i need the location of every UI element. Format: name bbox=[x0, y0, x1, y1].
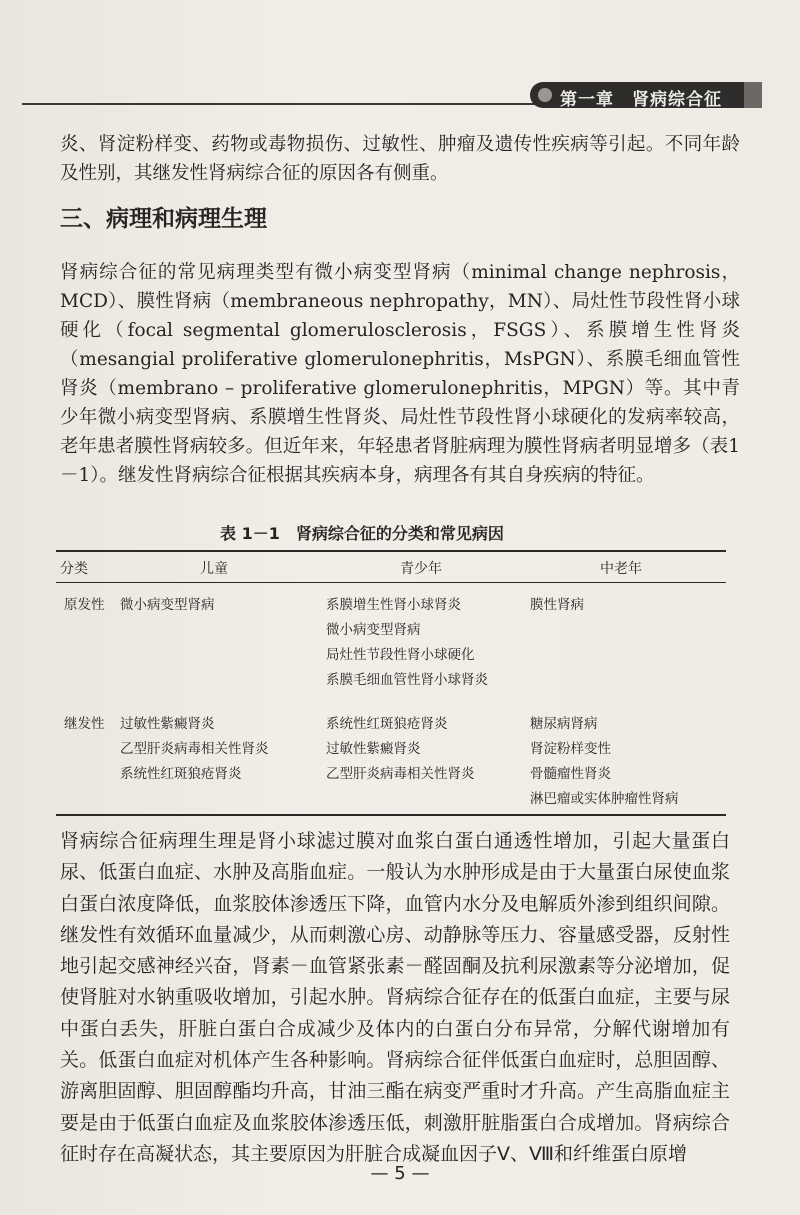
table-row-primary-child: 微小病变型肾病 bbox=[120, 597, 215, 613]
table-row-primary-youth-4: 系膜毛细血管性肾小球肾炎 bbox=[326, 672, 488, 688]
running-header bbox=[22, 76, 742, 112]
table-row-primary-youth-3: 局灶性节段性肾小球硬化 bbox=[326, 647, 475, 663]
table-row-secondary-elderly-1: 糖尿病肾病 bbox=[530, 716, 598, 732]
section-title: 三、病理和病理生理 bbox=[60, 206, 267, 232]
table-row-secondary-elderly-2: 肾淀粉样变性 bbox=[530, 741, 611, 757]
chapter-tab bbox=[530, 82, 744, 108]
table-row-secondary-youth-2: 过敏性紫癜肾炎 bbox=[326, 741, 421, 757]
table-header-elderly: 中老年 bbox=[600, 561, 642, 577]
table-header-rule bbox=[56, 582, 726, 583]
table-row-primary-youth-2: 微小病变型肾病 bbox=[326, 622, 421, 638]
pathology-paragraph: 肾病综合征的常见病理类型有微小病变型肾病（minimal change nephrosis，MCD）、膜性肾病（membraneous nephropathy，MN）、局灶性节段性肾小球硬化（focal segmental glomerulosclerosis，FSGS）、系膜增生性肾炎（mesangial proliferative glomerulonephritis，MsPGN）、系膜毛细血管性肾炎（membrano – proliferative glomerulonephritis，MPGN）等。其中青少年微小病变型肾病、系膜增生性肾炎、局灶性节段性肾小球硬化的发病率较高，老年患者膜性肾病较多。但近年来，年轻患者肾脏病理为膜性肾病者明显增多（表1－1）。继发性肾病综合征根据其疾病本身，病理各有其自身疾病的特征。 bbox=[60, 262, 740, 486]
intro-paragraph: 炎、肾淀粉样变、药物或毒物损伤、过敏性、肿瘤及遗传性疾病等引起。不同年龄及性别，其继发性肾病综合征的原因各有侧重。 bbox=[60, 134, 740, 184]
table-header-category: 分类 bbox=[60, 561, 88, 577]
table-row-secondary-category: 继发性 bbox=[64, 716, 105, 732]
table-row-secondary-elderly-4: 淋巴瘤或实体肿瘤性肾病 bbox=[530, 791, 679, 807]
table-top-rule bbox=[56, 550, 726, 552]
table-caption: 表 1－1 肾病综合征的分类和常见病因 bbox=[220, 524, 504, 543]
table-header-youth: 青少年 bbox=[400, 561, 442, 577]
table-bottom-rule bbox=[56, 814, 726, 816]
chapter-number: 第一章 bbox=[560, 90, 614, 110]
page-number: — 5 — bbox=[370, 1163, 430, 1184]
header-dot-icon bbox=[538, 88, 552, 102]
table-row-primary-elderly: 膜性肾病 bbox=[530, 597, 584, 613]
table-row-secondary-child-1: 过敏性紫癜肾炎 bbox=[120, 716, 215, 732]
table-row-secondary-elderly-3: 骨髓瘤性肾炎 bbox=[530, 766, 611, 782]
table-row-secondary-child-2: 乙型肝炎病毒相关性肾炎 bbox=[120, 741, 269, 757]
table-row-primary-category: 原发性 bbox=[64, 597, 105, 613]
table-row-secondary-youth-1: 系统性红斑狼疮肾炎 bbox=[326, 716, 448, 732]
pathophysiology-paragraph: 肾病综合征病理生理是肾小球滤过膜对血浆白蛋白通透性增加，引起大量蛋白尿、低蛋白血症、水肿及高脂血症。一般认为水肿形成是由于大量蛋白尿使血浆白蛋白浓度降低，血浆胶体渗透压下降，血管内水分及电解质外渗到组织间隙。继发性有效循环血量减少，从而刺激心房、动静脉等压力、容量感受器，反射性地引起交感神经兴奋，肾素－血管紧张素－醛固酮及抗利尿激素等分泌增加，促使肾脏对水钠重吸收增加，引起水肿。肾病综合征存在的低蛋白血症，主要与尿中蛋白丢失，肝脏白蛋白合成减少及体内的白蛋白分布异常，分解代谢增加有关。低蛋白血症对机体产生各种影响。肾病综合征伴低蛋白血症时，总胆固醇、游离胆固醇、胆固醇酯均升高，甘油三酯在病变严重时才升高。产生高脂血症主要是由于低蛋白血症及血浆胶体渗透压低，刺激肝脏脂蛋白合成增加。肾病综合征时存在高凝状态，其主要原因为肝脏合成凝血因子Ⅴ、Ⅷ和纤维蛋白原增 bbox=[60, 830, 730, 1165]
chapter-title: 肾病综合征 bbox=[632, 90, 722, 110]
table-row-primary-youth-1: 系膜增生性肾小球肾炎 bbox=[326, 597, 461, 613]
table-row-secondary-youth-3: 乙型肝炎病毒相关性肾炎 bbox=[326, 766, 475, 782]
header-end-block bbox=[744, 82, 762, 108]
table-header-child: 儿童 bbox=[200, 561, 228, 577]
chapter-heading bbox=[560, 85, 722, 110]
table-row-secondary-child-3: 系统性红斑狼疮肾炎 bbox=[120, 766, 242, 782]
